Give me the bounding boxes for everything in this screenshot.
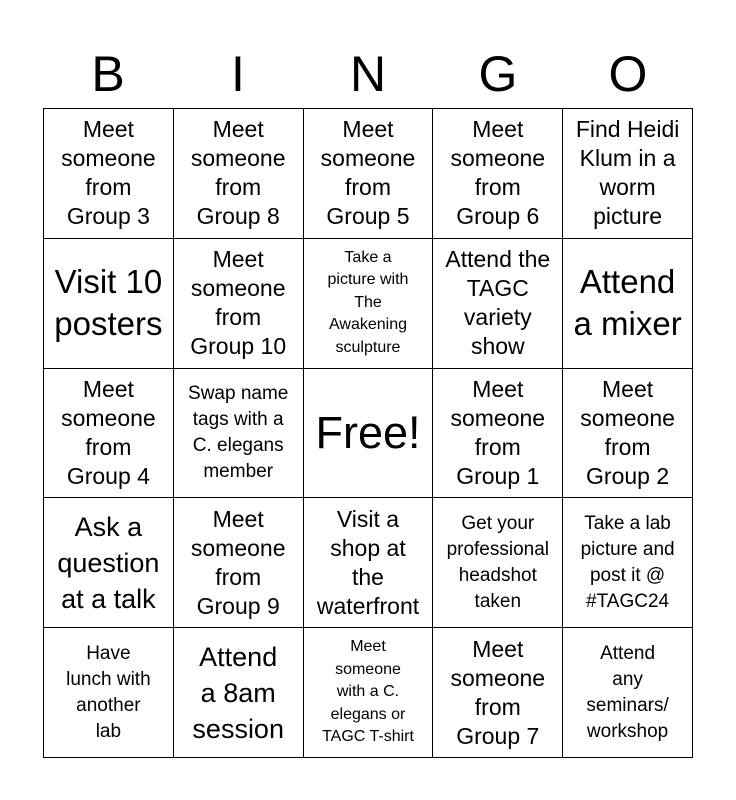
cell-text: Attend any seminars/ workshop	[586, 642, 669, 742]
free-space-text: Free!	[315, 406, 421, 458]
cell-text: Visit 10 posters	[54, 263, 163, 343]
bingo-cell-r2-c4[interactable]	[433, 239, 563, 369]
cell-text: Ask a question at a talk	[57, 511, 160, 614]
bingo-cell-r4-c1[interactable]	[44, 498, 174, 628]
bingo-cell-r5-c4[interactable]	[433, 628, 563, 758]
bingo-cell-r1-c1[interactable]	[44, 109, 174, 239]
cell-text: Meet someone from Group 5	[320, 116, 416, 230]
cell-text: Meet someone with a C. elegans or TAGC T-shirt	[322, 638, 414, 746]
cell-text: Meet someone from Group 9	[190, 505, 286, 619]
cell-text: Visit a shop at the waterfront	[316, 505, 420, 619]
bingo-cell-r3-c2[interactable]	[174, 369, 304, 499]
bingo-cell-r2-c5[interactable]	[563, 239, 693, 369]
cell-text: Meet someone from Group 7	[450, 635, 546, 749]
bingo-cell-r2-c1[interactable]	[44, 239, 174, 369]
bingo-cell-r3-c4[interactable]	[433, 369, 563, 499]
cell-text: Meet someone from Group 8	[190, 116, 286, 230]
bingo-board	[43, 108, 693, 758]
bingo-cell-r1-c3[interactable]	[304, 109, 434, 239]
bingo-cell-r2-c3[interactable]	[304, 239, 434, 369]
header-letter-g: G	[478, 46, 518, 102]
bingo-cell-r5-c5[interactable]	[563, 628, 693, 758]
bingo-header	[43, 40, 693, 108]
bingo-cell-r5-c2[interactable]	[174, 628, 304, 758]
cell-text: Meet someone from Group 3	[61, 116, 156, 230]
header-letter-n: N	[349, 46, 387, 102]
cell-text: Swap name tags with a C. elegans member	[188, 382, 289, 482]
bingo-cell-r5-c3[interactable]	[304, 628, 434, 758]
header-letter-i: I	[231, 46, 245, 102]
header-letter-o: O	[608, 46, 648, 102]
bingo-cell-r4-c2[interactable]	[174, 498, 304, 628]
bingo-cell-r3-c1[interactable]	[44, 369, 174, 499]
cell-text: Meet someone from Group 2	[580, 375, 675, 489]
bingo-cell-r4-c5[interactable]	[563, 498, 693, 628]
cell-text: Meet someone from Group 4	[61, 375, 156, 489]
bingo-cell-free[interactable]	[304, 369, 434, 499]
cell-text: Attend the TAGC variety show	[445, 246, 551, 360]
bingo-cell-r1-c4[interactable]	[433, 109, 563, 239]
cell-text: Meet someone from Group 10	[190, 246, 287, 360]
bingo-cell-r4-c3[interactable]	[304, 498, 434, 628]
header-letter-b: B	[91, 46, 125, 102]
bingo-cell-r3-c5[interactable]	[563, 369, 693, 499]
cell-text: Attend a mixer	[573, 263, 682, 343]
cell-text: Take a lab picture and post it @ #TAGC24	[580, 512, 675, 612]
cell-text: Get your professional headshot taken	[446, 512, 550, 612]
bingo-cell-r2-c2[interactable]	[174, 239, 304, 369]
cell-text: Have lunch with another lab	[66, 642, 151, 742]
cell-text: Attend a 8am session	[192, 641, 284, 744]
cell-text: Meet someone from Group 1	[450, 375, 546, 489]
cell-text: Take a picture with The Awakening sculpture	[327, 248, 409, 356]
bingo-cell-r4-c4[interactable]	[433, 498, 563, 628]
bingo-cell-r1-c5[interactable]	[563, 109, 693, 239]
bingo-cell-r5-c1[interactable]	[44, 628, 174, 758]
cell-text: Meet someone from Group 6	[450, 116, 546, 230]
cell-text: Find Heidi Klum in a worm picture	[575, 116, 680, 230]
bingo-cell-r1-c2[interactable]	[174, 109, 304, 239]
